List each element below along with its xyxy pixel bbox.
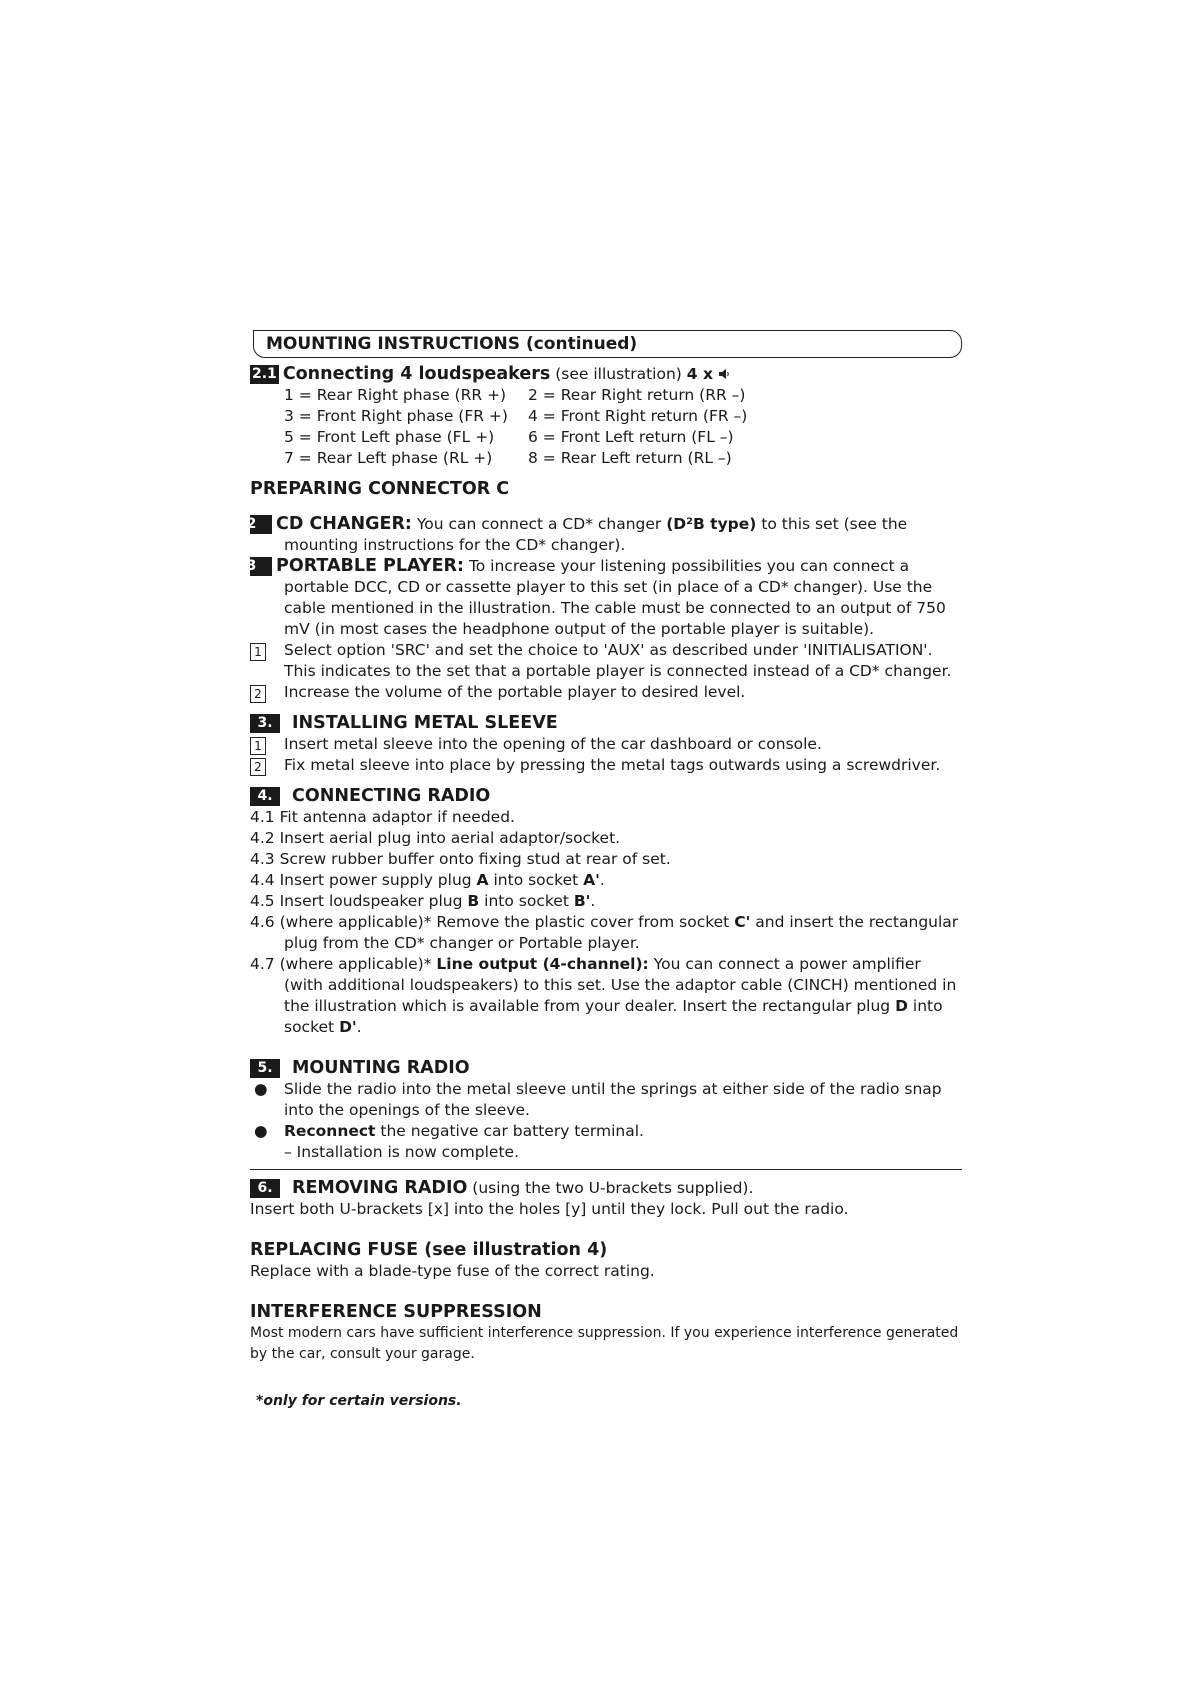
step — [250, 755, 962, 776]
socket-label: D' — [339, 1018, 357, 1036]
bullet-bold-text: Reconnect — [284, 1122, 376, 1140]
section-title: Connecting 4 loudspeakers — [282, 364, 551, 384]
item-text: Screw rubber buffer onto fixing stud at rear of set. — [279, 850, 671, 868]
step — [250, 734, 962, 755]
speaker-icon — [718, 368, 730, 380]
list-item: 8 = Rear Left return (RL –) — [528, 449, 732, 467]
list-item: 4 = Front Right return (FR –) — [528, 407, 748, 425]
list-item — [250, 870, 962, 891]
section-note: (using the two U-brackets supplied). — [472, 1179, 754, 1197]
section-2-1 — [250, 364, 962, 385]
section-title: INSTALLING METAL SLEEVE — [292, 713, 558, 733]
item-text: . — [599, 871, 605, 889]
page-title: MOUNTING INSTRUCTIONS (continued) — [266, 334, 638, 354]
socket-label: B' — [573, 892, 591, 910]
interference-text: Most modern cars have sufficient interference suppression. If you experience interference generated by the car, consult your garage. — [250, 1325, 959, 1362]
item-number: 4.3 — [250, 850, 275, 868]
section-text: To increase your listening possibilities you can connect a portable DCC, CD or cassette player to this set (in place of a CD* changer). Use the cable mentioned in the illustration. The cable must be connected to an output of 750 mV (in most cases the headphone output of the portable player is suitable). — [284, 557, 946, 638]
section-title: CONNECTING RADIO — [292, 786, 491, 806]
preparing-connector-heading: PREPARING CONNECTOR C — [250, 479, 510, 499]
item-number: 4.4 — [250, 871, 275, 889]
interference-heading: INTERFERENCE SUPPRESSION — [250, 1302, 542, 1322]
item-text: Insert aerial plug into aerial adaptor/socket. — [279, 829, 621, 847]
list-item: 2 = Rear Right return (RR –) — [528, 386, 746, 404]
item-text: (where applicable)* Remove the plastic cover from socket — [279, 913, 730, 931]
plug-label: A — [476, 871, 489, 889]
item-number: 4.2 — [250, 829, 275, 847]
page-header — [253, 330, 962, 358]
section-5 — [250, 1058, 962, 1079]
item-text: and insert the rectangular plug from the CD* changer or Portable player. — [284, 913, 959, 952]
list-item — [250, 891, 962, 912]
section-badge: 2.3 — [250, 557, 272, 576]
step-text: Fix metal sleeve into place by pressing the metal tags outwards using a screwdriver. — [284, 756, 941, 774]
item-number: 4.6 — [250, 913, 275, 931]
section-3 — [250, 713, 962, 734]
bullet-icon: ● — [254, 1080, 268, 1098]
section-badge: 2.1 — [252, 366, 277, 382]
item-text: into socket — [284, 997, 943, 1036]
section-title: CD CHANGER: — [276, 514, 412, 534]
socket-label: C' — [734, 913, 751, 931]
list-item — [250, 954, 962, 1038]
section-text: You can connect a CD* changer — [416, 515, 662, 533]
item-text: Insert loudspeaker plug — [279, 892, 463, 910]
section-badge: 3. — [250, 714, 280, 733]
list-item — [250, 912, 962, 954]
completion-note: – Installation is now complete. — [284, 1143, 519, 1161]
item-number: 4.1 — [250, 808, 275, 826]
manual-page — [231, 330, 962, 1412]
section-title: MOUNTING RADIO — [292, 1058, 470, 1078]
section-badge: 2.2 — [250, 515, 272, 534]
item-text: You can connect a power amplifier (with additional loudspeakers) to this set. Use the adaptor cable (CINCH) mentioned in the illustration which is available from your dealer. Insert the rectangular plug — [284, 955, 957, 1015]
item-text: . — [356, 1018, 362, 1036]
section-badge: 6. — [250, 1179, 280, 1198]
bullet-item — [250, 1079, 962, 1121]
replacing-fuse-heading: REPLACING FUSE (see illustration 4) — [250, 1240, 608, 1260]
step-number: 1 — [250, 643, 266, 661]
step — [250, 682, 962, 703]
plug-label: B — [467, 892, 480, 910]
list-item — [250, 849, 962, 870]
list-item: 7 = Rear Left phase (RL +) — [284, 449, 493, 467]
list-item — [250, 828, 962, 849]
section-2-2 — [231, 514, 962, 556]
item-text: Insert power supply plug — [279, 871, 472, 889]
list-item — [250, 807, 962, 828]
list-item: 6 = Front Left return (FL –) — [528, 428, 734, 446]
speaker-wiring-list — [284, 385, 962, 469]
divider — [250, 1169, 962, 1170]
step — [250, 640, 962, 682]
list-item: 1 = Rear Right phase (RR +) — [284, 386, 507, 404]
step-number: 2 — [250, 685, 266, 703]
step-text: Select option 'SRC' and set the choice to 'AUX' as described under 'INITIALISATION'. This indicates to the set that a portable player is connected instead of a CD* changer. — [284, 641, 952, 680]
speaker-count: 4 x — [686, 365, 713, 383]
section-6 — [250, 1178, 962, 1199]
item-text: Fit antenna adaptor if needed. — [279, 808, 515, 826]
footnote: *only for certain versions. — [256, 1393, 462, 1409]
item-number: 4.5 — [250, 892, 275, 910]
line-output-label: Line output (4-channel): — [436, 955, 649, 973]
bullet-text: the negative car battery terminal. — [380, 1122, 644, 1140]
plug-label: D — [895, 997, 908, 1015]
step-text: Increase the volume of the portable player to desired level. — [284, 683, 746, 701]
step-number: 2 — [250, 758, 266, 776]
removing-radio-text: Insert both U-brackets [x] into the holes [y] until they lock. Pull out the radio. — [250, 1200, 849, 1218]
bullet-item — [250, 1121, 962, 1142]
replacing-fuse-text: Replace with a blade-type fuse of the correct rating. — [250, 1262, 655, 1280]
item-text: . — [590, 892, 596, 910]
section-badge: 4. — [250, 787, 280, 806]
section-title: REMOVING RADIO — [292, 1178, 468, 1198]
section-bold-text: (D²B type) — [666, 515, 757, 533]
section-text: to this set (see the mounting instructions for the CD* changer). — [284, 515, 908, 554]
list-item: 3 = Front Right phase (FR +) — [284, 407, 508, 425]
item-text: into socket — [493, 871, 579, 889]
item-number: 4.7 — [250, 955, 275, 973]
socket-label: A' — [583, 871, 600, 889]
section-title: PORTABLE PLAYER: — [276, 556, 464, 576]
list-item: 5 = Front Left phase (FL +) — [284, 428, 495, 446]
step-text: Insert metal sleeve into the opening of the car dashboard or console. — [284, 735, 822, 753]
bullet-text: Slide the radio into the metal sleeve until the springs at either side of the radio snap into the openings of the sleeve. — [284, 1080, 942, 1119]
section-badge: 5. — [250, 1059, 280, 1078]
section-2-3 — [231, 556, 962, 640]
section-4 — [250, 786, 962, 807]
bullet-icon: ● — [254, 1122, 268, 1140]
item-text: into socket — [484, 892, 569, 910]
section-note: (see illustration) — [555, 365, 682, 383]
item-text: (where applicable)* — [279, 955, 432, 973]
step-number: 1 — [250, 737, 266, 755]
